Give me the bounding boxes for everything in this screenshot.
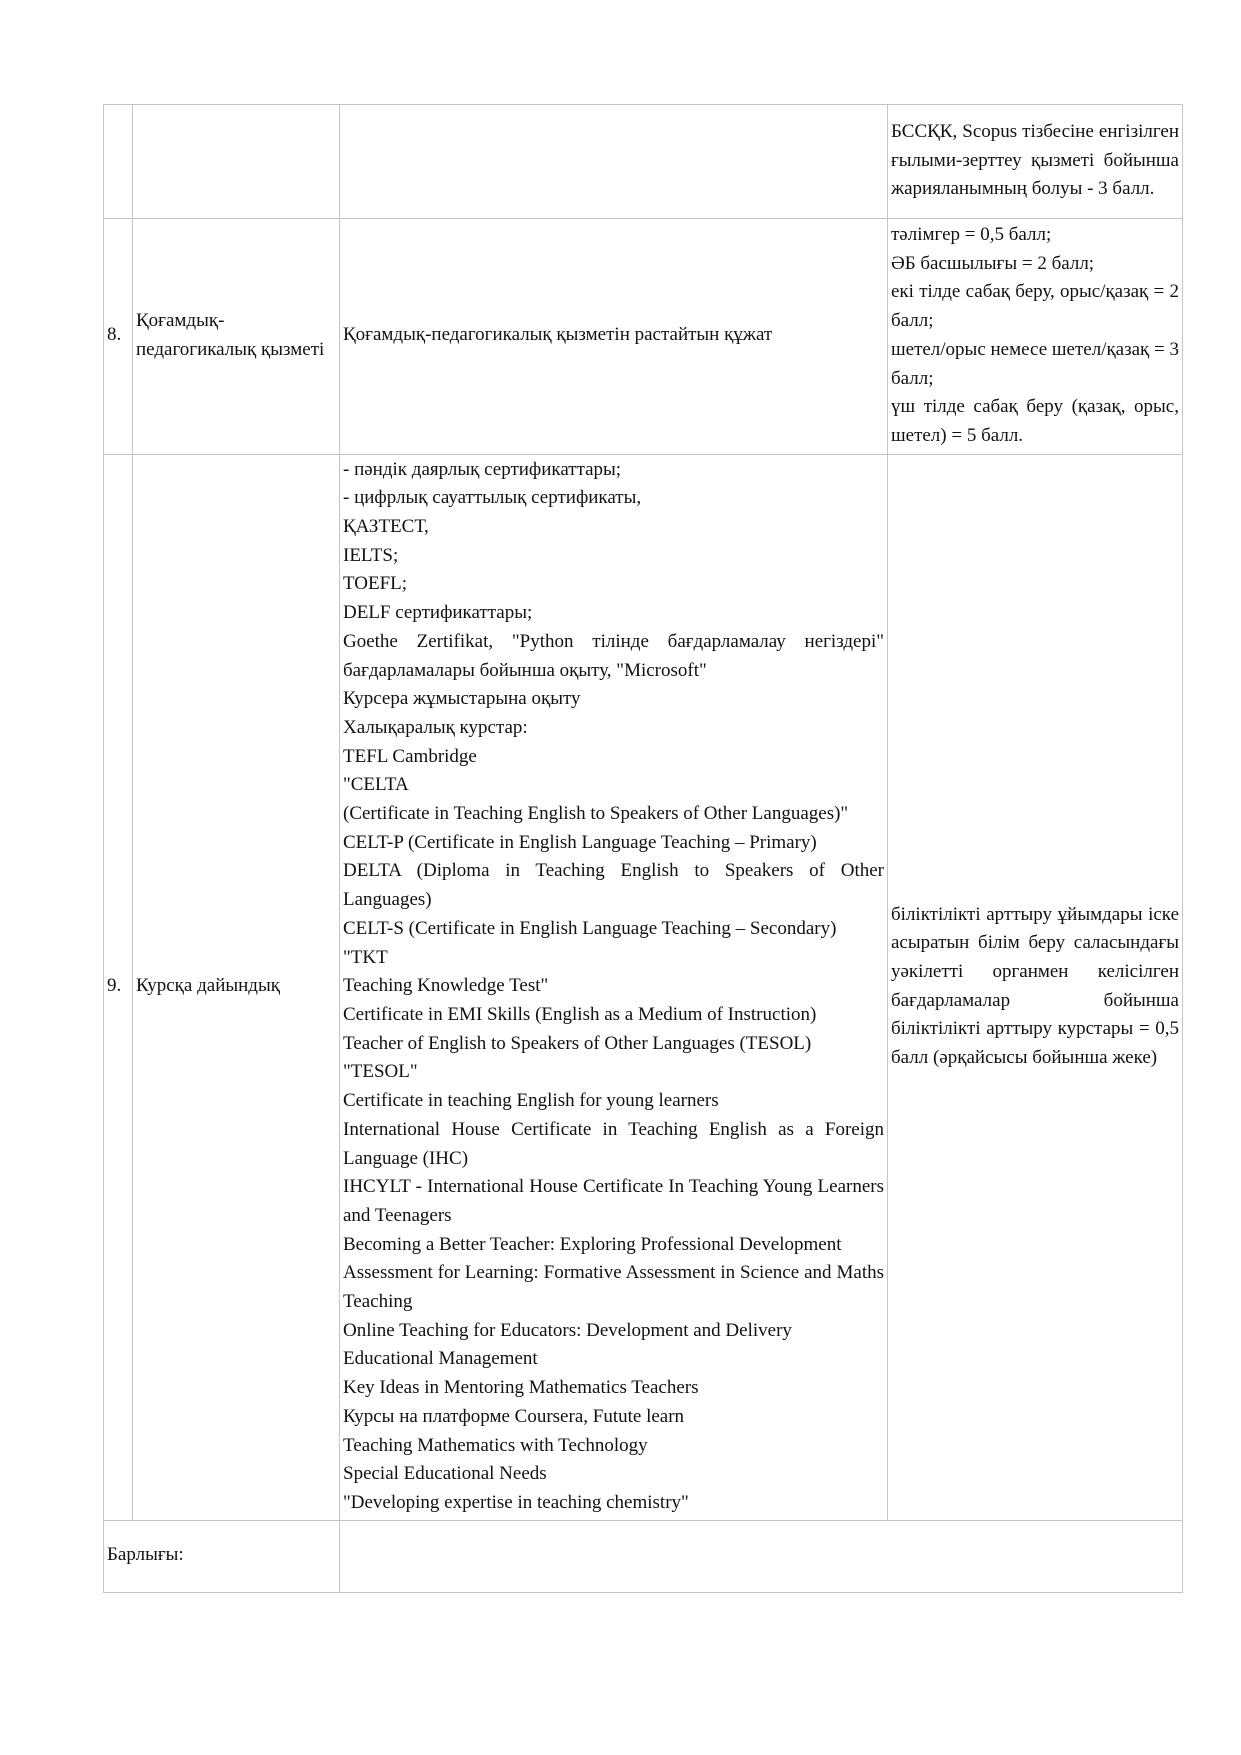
certificate-line: Special Educational Needs [343, 1463, 547, 1485]
certificate-line: International House Certificate in Teaching English as a Foreign Language (IHC) [343, 1118, 884, 1169]
certificate-line: - пәндік даярлық сертификаттары; [343, 458, 622, 480]
score-line: екі тілде сабақ беру, орыс/қазақ = 2 балл; [891, 281, 1179, 332]
certificate-line: "Developing expertise in teaching chemistry" [343, 1491, 689, 1513]
table-row [104, 454, 1183, 1520]
certificate-line: "CELTA [343, 774, 409, 796]
criteria-table [103, 104, 1183, 1593]
certificate-line: Certificate in EMI Skills (English as a Medium of Instruction) [343, 1003, 817, 1025]
certificate-line: IELTS; [343, 544, 399, 566]
certificate-line: Educational Management [343, 1348, 538, 1370]
row-number-cell [104, 105, 133, 219]
score-text: біліктілікті арттыру ұйымдары іске асыратын білім беру саласындағы уәкілетті органмен келісілген бағдарламалар бойынша біліктілікті арттыру курстары = 0,5 балл (әрқайсысы бойынша жеке) [891, 903, 1179, 1069]
certificate-line: Курсера жұмыстарына оқыту [343, 688, 581, 710]
certificate-line: Курсы на платформе Coursera, Futute learn [343, 1405, 685, 1427]
certificate-line: IHCYLT - International House Certificate In Teaching Young Learners and Teenagers [343, 1176, 884, 1226]
document-cell [340, 454, 888, 1520]
certificate-line: (Certificate in Teaching English to Speakers of Other Languages)" [343, 803, 849, 825]
certificate-line: DELF сертификаттары; [343, 602, 533, 624]
score-text: БСCҚК, Scopus тізбесіне енгізілген ғылыми-зерттеу қызметі бойынша жарияланымның болуы - 3 балл. [891, 120, 1179, 200]
certificate-line: Becoming a Better Teacher: Exploring Professional Development [343, 1233, 842, 1255]
certificate-line: ҚАЗТЕСТ, [343, 516, 429, 538]
score-line: ӘБ басшылығы = 2 балл; [891, 252, 1095, 274]
row-number-cell: 9. [104, 454, 133, 1520]
total-value [340, 1520, 1183, 1592]
certificate-line: Assessment for Learning: Formative Assessment in Science and Maths Teaching [343, 1262, 884, 1313]
score-cell [888, 105, 1183, 219]
score-cell [888, 219, 1183, 455]
certificate-line: Teacher of English to Speakers of Other Languages (TESOL) [343, 1032, 812, 1054]
total-row [104, 1520, 1183, 1592]
document-cell [340, 105, 888, 219]
total-label: Барлығы: [104, 1520, 340, 1592]
score-line: тәлімгер = 0,5 балл; [891, 224, 1052, 245]
certificate-line: Key Ideas in Mentoring Mathematics Teachers [343, 1377, 699, 1399]
certificate-line: CELT-P (Certificate in English Language Teaching – Primary) [343, 831, 817, 853]
certificate-line: Teaching Mathematics with Technology [343, 1434, 648, 1456]
certificate-line: Teaching Knowledge Test" [343, 975, 549, 997]
score-cell [888, 454, 1183, 1520]
certificate-line: TEFL Cambridge [343, 745, 477, 767]
certificate-line: Халықаралық курстар: [343, 716, 528, 738]
criterion-name-cell: Қоғамдық-педагогикалық қызметі [133, 219, 340, 455]
criterion-name-cell: Курсқа дайындық [133, 454, 340, 1520]
row-number-cell: 8. [104, 219, 133, 455]
score-line: шетел/орыс немесе шетел/қазақ = 3 балл; [891, 338, 1179, 389]
criterion-name-cell [133, 105, 340, 219]
document-cell: Қоғамдық-педагогикалық қызметін растайтын құжат [340, 219, 888, 455]
certificate-line: TOEFL; [343, 573, 408, 595]
table-row [104, 105, 1183, 219]
table-row [104, 219, 1183, 455]
certificate-line: Online Teaching for Educators: Development and Delivery [343, 1319, 792, 1341]
certificate-line: - цифрлық сауаттылық сертификаты, [343, 487, 642, 509]
certificate-line: Certificate in teaching English for young learners [343, 1090, 719, 1112]
certificate-line: Goethe Zertifikat, "Python тілінде бағдарламалау негіздері" бағдарламалары бойынша оқыту, "Microsoft" [343, 630, 884, 681]
score-line: үш тілде сабақ беру (қазақ, орыс, шетел) = 5 балл. [891, 396, 1179, 446]
certificate-line: "TKT [343, 946, 388, 968]
certificate-line: "TESOL" [343, 1061, 418, 1083]
certificate-line: CELT-S (Certificate in English Language Teaching – Secondary) [343, 917, 837, 939]
certificate-line: DELTA (Diploma in Teaching English to Speakers of Other Languages) [343, 860, 884, 911]
